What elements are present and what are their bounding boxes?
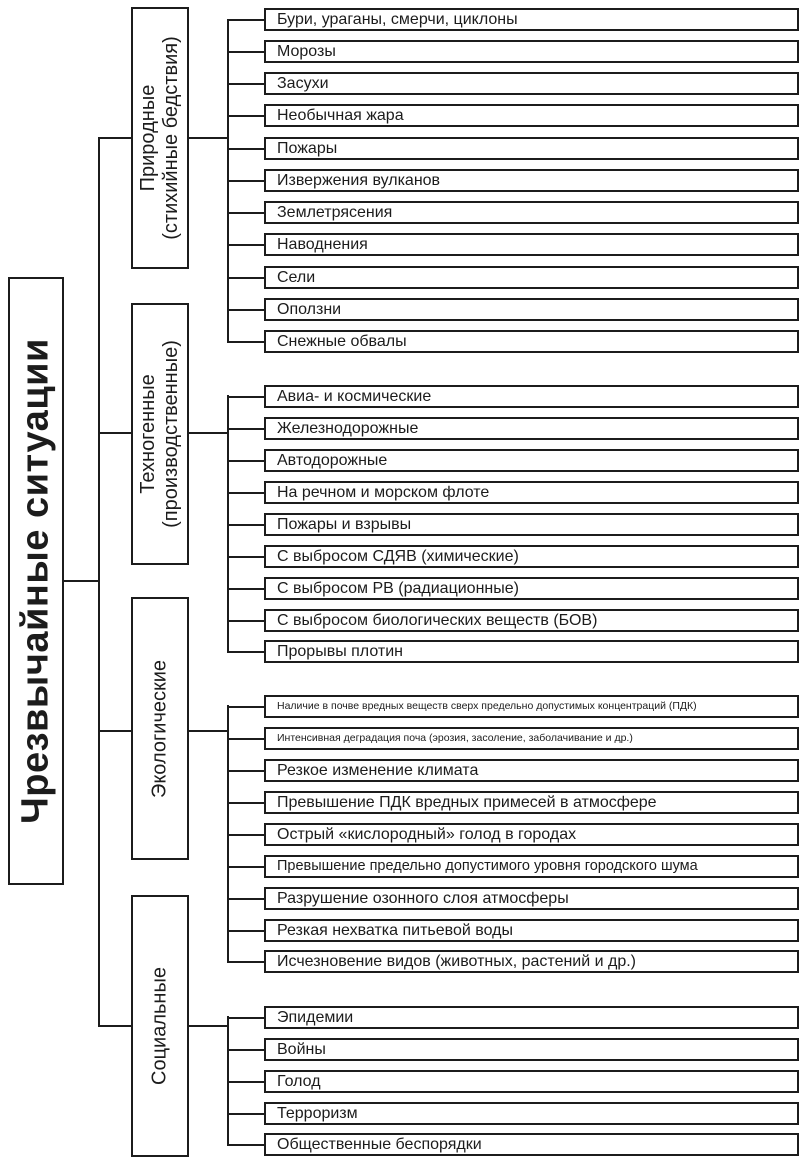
root-connector — [64, 580, 100, 582]
item-connector — [227, 898, 264, 900]
category-branch — [189, 1025, 229, 1027]
main-trunk — [98, 137, 100, 1027]
item-connector — [227, 460, 264, 462]
item-connector — [227, 428, 264, 430]
social-item: Общественные беспорядки — [264, 1133, 799, 1156]
natural-item: Засухи — [264, 72, 799, 95]
category-connector — [98, 432, 131, 434]
item-connector — [227, 961, 264, 963]
item-connector — [227, 524, 264, 526]
item-connector — [227, 212, 264, 214]
natural-item: Извержения вулканов — [264, 169, 799, 192]
item-connector — [227, 180, 264, 182]
natural-item: Землетрясения — [264, 201, 799, 224]
item-connector — [227, 930, 264, 932]
category-technogenic-title: Техногенные — [137, 374, 159, 494]
root-label: Чрезвычайные ситуации — [14, 338, 57, 824]
ecological-item: Наличие в почве вредных веществ сверх предельно допустимых концентраций (ПДК) — [264, 695, 799, 718]
social-item: Эпидемии — [264, 1006, 799, 1029]
category-social — [131, 895, 189, 1157]
ecological-item: Разрушение озонного слоя атмосферы — [264, 887, 799, 910]
ecological-item: Исчезновение видов (животных, растений и др.) — [264, 950, 799, 973]
category-ecological — [131, 597, 189, 860]
category-natural-subtitle: (стихийные бедствия) — [160, 36, 182, 240]
root-node — [8, 277, 64, 885]
ecological-item: Резкая нехватка питьевой воды — [264, 919, 799, 942]
item-connector — [227, 492, 264, 494]
category-technogenic — [131, 303, 189, 565]
technogenic-item: С выбросом СДЯВ (химические) — [264, 545, 799, 568]
natural-item: Оползни — [264, 298, 799, 321]
natural-item: Пожары — [264, 137, 799, 160]
social-item: Терроризм — [264, 1102, 799, 1125]
item-connector — [227, 83, 264, 85]
technogenic-item: Прорывы плотин — [264, 640, 799, 663]
item-connector — [227, 396, 264, 398]
technogenic-item: Авиа- и космические — [264, 385, 799, 408]
technogenic-item: На речном и морском флоте — [264, 481, 799, 504]
category-connector — [98, 730, 131, 732]
item-connector — [227, 309, 264, 311]
natural-item: Необычная жара — [264, 104, 799, 127]
ecological-item: Превышение ПДК вредных примесей в атмосфере — [264, 791, 799, 814]
item-connector — [227, 277, 264, 279]
technogenic-item: Пожары и взрывы — [264, 513, 799, 536]
natural-item: Наводнения — [264, 233, 799, 256]
social-item: Голод — [264, 1070, 799, 1093]
technogenic-item: С выбросом РВ (радиационные) — [264, 577, 799, 600]
technogenic-item: Железнодорожные — [264, 417, 799, 440]
item-connector — [227, 738, 264, 740]
item-connector — [227, 588, 264, 590]
category-natural-title: Природные — [137, 84, 159, 192]
item-connector — [227, 1049, 264, 1051]
category-connector — [98, 137, 131, 139]
technogenic-item: Автодорожные — [264, 449, 799, 472]
item-connector — [227, 115, 264, 117]
item-connector — [227, 866, 264, 868]
item-connector — [227, 244, 264, 246]
item-connector — [227, 1081, 264, 1083]
ecological-item: Превышение предельно допустимого уровня городского шума — [264, 855, 799, 878]
item-connector — [227, 706, 264, 708]
ecological-item: Интенсивная деградация поча (эрозия, засоление, заболачивание и др.) — [264, 727, 799, 750]
natural-item: Морозы — [264, 40, 799, 63]
natural-item: Снежные обвалы — [264, 330, 799, 353]
category-branch — [189, 137, 229, 139]
item-connector — [227, 51, 264, 53]
item-connector — [227, 148, 264, 150]
ecological-item: Острый «кислородный» голод в городах — [264, 823, 799, 846]
social-item: Войны — [264, 1038, 799, 1061]
item-connector — [227, 341, 264, 343]
item-connector — [227, 620, 264, 622]
category-technogenic-subtitle: (производственные) — [160, 340, 182, 528]
natural-item: Сели — [264, 266, 799, 289]
item-connector — [227, 1113, 264, 1115]
item-connector — [227, 1144, 264, 1146]
technogenic-item: С выбросом биологических веществ (БОВ) — [264, 609, 799, 632]
ecological-item: Резкое изменение климата — [264, 759, 799, 782]
category-ecological-title: Экологические — [148, 659, 171, 798]
category-social-title: Социальные — [148, 967, 171, 1085]
category-connector — [98, 1025, 131, 1027]
natural-item: Бури, ураганы, смерчи, циклоны — [264, 8, 799, 31]
item-connector — [227, 651, 264, 653]
category-branch — [189, 730, 229, 732]
item-connector — [227, 802, 264, 804]
item-connector — [227, 1017, 264, 1019]
item-connector — [227, 770, 264, 772]
item-connector — [227, 556, 264, 558]
category-branch — [189, 432, 229, 434]
category-natural — [131, 7, 189, 269]
item-connector — [227, 19, 264, 21]
item-connector — [227, 834, 264, 836]
